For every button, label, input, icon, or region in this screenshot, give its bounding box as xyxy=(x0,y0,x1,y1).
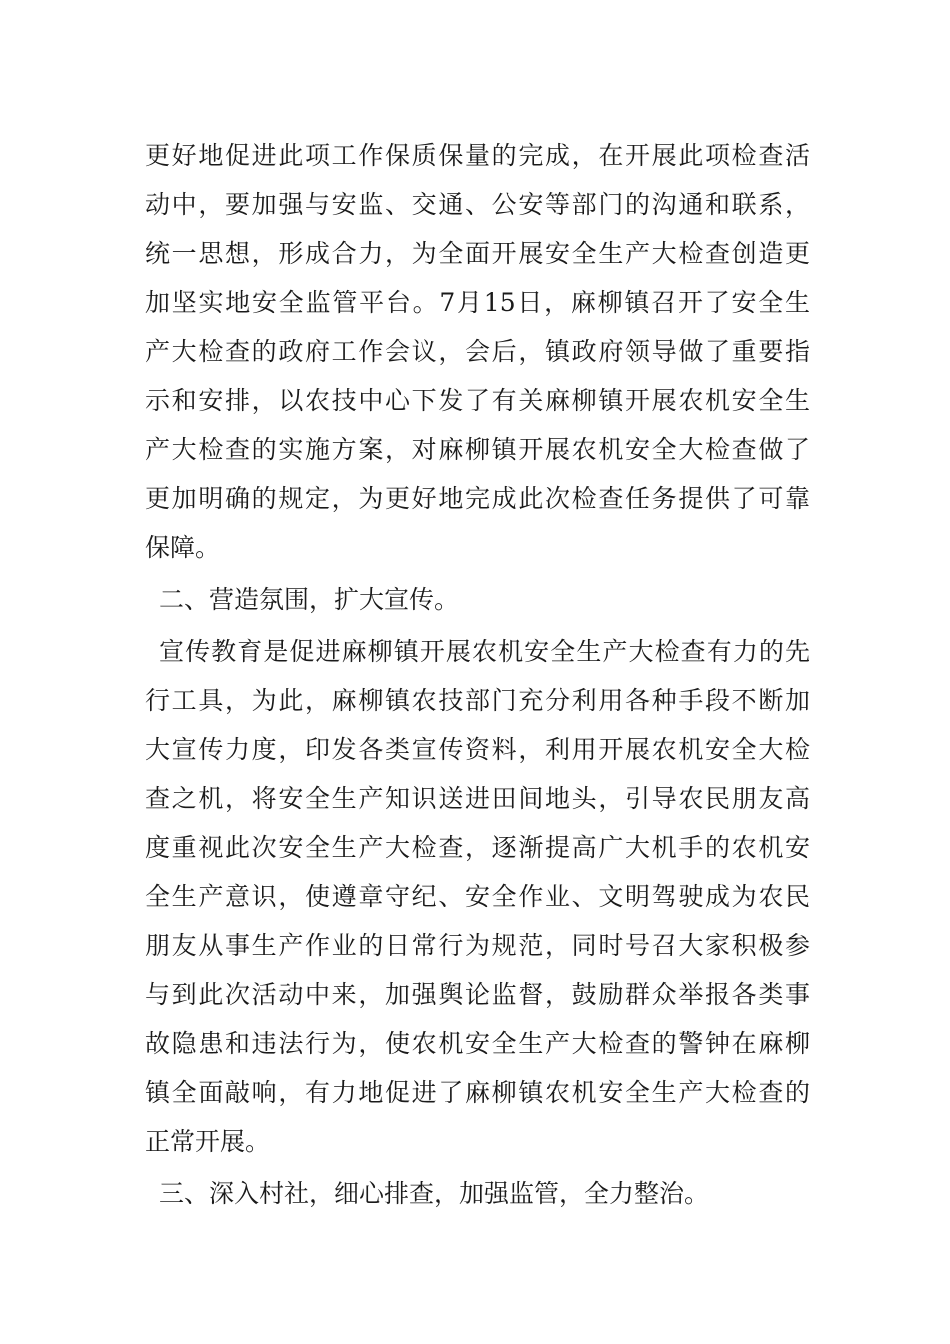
text-line: 故隐患和违法行为，使农机安全生产大检查的警钟在麻柳 xyxy=(145,1029,810,1058)
text-line: 产大检查的政府工作会议，会后，镇政府领导做了重要指 xyxy=(145,337,810,366)
text-line: 镇全面敲响，有力地促进了麻柳镇农机安全生产大检查的 xyxy=(145,1078,810,1107)
text-line: 更好地促进此项工作保质保量的完成，在开展此项检查活 xyxy=(145,141,810,170)
text-line: 与到此次活动中来，加强舆论监督，鼓励群众举报各类事 xyxy=(145,980,810,1009)
text-line: 宣传教育是促进麻柳镇开展农机安全生产大检查有力的先 xyxy=(159,637,810,666)
document-body xyxy=(145,131,810,1221)
text-line: 示和安排，以农技中心下发了有关麻柳镇开展农机安全生 xyxy=(145,386,810,415)
text-line: 动中，要加强与安监、交通、公安等部门的沟通和联系， xyxy=(145,190,810,219)
text-line: 朋友从事生产作业的日常行为规范，同时号召大家积极参 xyxy=(145,931,810,960)
text-line: 行工具，为此，麻柳镇农技部门充分利用各种手段不断加 xyxy=(145,686,810,715)
text-line: 保障。 xyxy=(145,533,221,562)
text-line: 查之机，将安全生产知识送进田间地头，引导农民朋友高 xyxy=(145,784,810,813)
text-line: 更加明确的规定，为更好地完成此次检查任务提供了可靠 xyxy=(145,484,810,513)
paragraph-publicity xyxy=(145,627,810,1166)
section-heading-3: 三、深入村社，细心排查，加强监管，全力整治。 xyxy=(159,1179,710,1208)
text-line: 大宣传力度，印发各类宣传资料，利用开展农机安全大检 xyxy=(145,735,810,764)
text-line: 统一思想，形成合力，为全面开展安全生产大检查创造更 xyxy=(145,239,810,268)
text-line: 产大检查的实施方案，对麻柳镇开展农机安全大检查做了 xyxy=(145,435,810,464)
text-line: 加坚实地安全监管平台。7月15日，麻柳镇召开了安全生 xyxy=(145,288,810,317)
paragraph-coordination xyxy=(145,131,810,572)
text-line: 正常开展。 xyxy=(145,1127,271,1156)
text-line: 全生产意识，使遵章守纪、安全作业、文明驾驶成为农民 xyxy=(145,882,810,911)
text-line: 度重视此次安全生产大检查，逐渐提高广大机手的农机安 xyxy=(145,833,810,862)
section-heading-2: 二、营造氛围，扩大宣传。 xyxy=(159,585,460,614)
